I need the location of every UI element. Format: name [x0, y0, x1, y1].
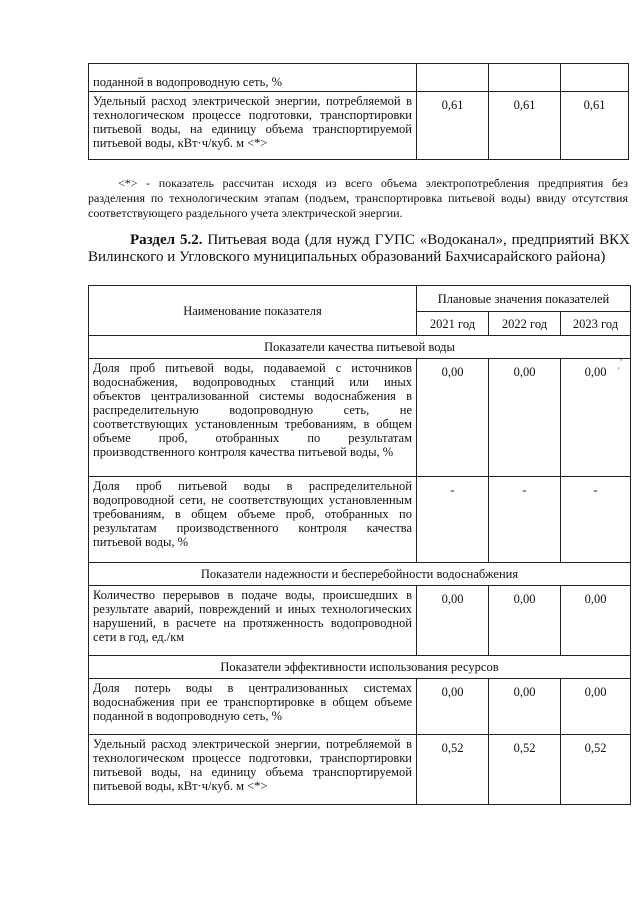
group-title: Показатели надежности и бесперебойности водоснабжения [89, 563, 631, 586]
indicator-name: Доля проб питьевой воды в распределительной водопроводной сети, не соответствующих установленным требованиям, в общем объеме проб, отобранных по результатам производственного контроля качества питьевой воды, % [89, 477, 417, 563]
value-cell [417, 64, 489, 92]
section-label: Раздел 5.2. [130, 232, 203, 248]
value-cell: 0,00 [417, 586, 489, 656]
targets-table [88, 285, 631, 805]
indicator-name: Удельный расход электрической энергии, потребляемой в технологическом процессе подготовки, транспортировки питьевой воды, на единицу объема транспортируемой питьевой воды, кВт·ч/куб. м <*> [89, 735, 417, 805]
value-cell: 0,00 [561, 679, 631, 735]
indicator-name: Удельный расход электрической энергии, потребляемой в технологическом процессе подготовки, транспортировки питьевой воды, на единицу объема транспортируемой питьевой воды, кВт·ч/куб. м <*> [89, 92, 417, 160]
table-row [89, 586, 631, 656]
indicator-name: Доля потерь воды в централизованных системах водоснабжения при ее транспортировке в общем объеме поданной в водопроводную сеть, % [89, 679, 417, 735]
value-cell: 0,00 [489, 586, 561, 656]
scan-mark: ' [618, 366, 620, 376]
value-cell: 0,52 [561, 735, 631, 805]
table-row [89, 679, 631, 735]
value-cell: 0,61 [489, 92, 561, 160]
value-cell: - [561, 477, 631, 563]
value-cell: - [489, 477, 561, 563]
column-header-name: Наименование показателя [89, 286, 417, 336]
group-title: Показатели эффективности использования ресурсов [89, 656, 631, 679]
value-cell: 0,52 [489, 735, 561, 805]
group-title: Показатели качества питьевой воды [89, 336, 631, 359]
column-header-plan: Плановые значения показателей [417, 286, 631, 312]
value-cell: 0,00 [561, 359, 631, 477]
indicator-name: Количество перерывов в подаче воды, происшедших в результате аварий, повреждений и иных технологических нарушений, в расчете на протяженность водопроводной сети в год, ед./км [89, 586, 417, 656]
value-cell: 0,00 [417, 359, 489, 477]
value-cell: 0,52 [417, 735, 489, 805]
continuation-table [88, 63, 629, 160]
value-cell [489, 64, 561, 92]
value-cell: 0,00 [561, 586, 631, 656]
year-header: 2023 год [561, 312, 631, 336]
value-cell: 0,61 [417, 92, 489, 160]
group-row [89, 563, 631, 586]
value-cell [561, 64, 629, 92]
group-row [89, 336, 631, 359]
value-cell: 0,00 [489, 679, 561, 735]
table-row [89, 359, 631, 477]
indicator-name: поданной в водопроводную сеть, % [89, 64, 417, 92]
table-row [89, 92, 629, 160]
year-header: 2021 год [417, 312, 489, 336]
indicator-name: Доля проб питьевой воды, подаваемой с источников водоснабжения, водопроводных станций или иных объектов централизованной системы водоснабжения в распределительную водопроводную сеть, не соответствующих установленным требованиям, в общем объеме проб, отобранных по результатам производственного контроля качества питьевой воды, % [89, 359, 417, 477]
value-cell: 0,00 [417, 679, 489, 735]
section-title: Питьевая вода (для нужд ГУПС «Водоканал», предприятий ВКХ Вилинского и Угловского муниципальных образований Бахчисарайского района) [88, 232, 630, 265]
table-row [89, 735, 631, 805]
scan-mark: , [620, 352, 623, 362]
year-header: 2022 год [489, 312, 561, 336]
value-cell: 0,00 [489, 359, 561, 477]
header-row [89, 286, 631, 312]
section-heading [88, 232, 630, 266]
value-cell: - [417, 477, 489, 563]
value-cell: 0,61 [561, 92, 629, 160]
table-row [89, 64, 629, 92]
table-row [89, 477, 631, 563]
footnote: <*> - показатель рассчитан исходя из всего объема электропотребления предприятия без разделения по технологическим этапам (подъем, транспортировка питьевой воды) ввиду отсутствия соответствующего раздельного учета электрической энергии. [88, 176, 628, 220]
group-row [89, 656, 631, 679]
